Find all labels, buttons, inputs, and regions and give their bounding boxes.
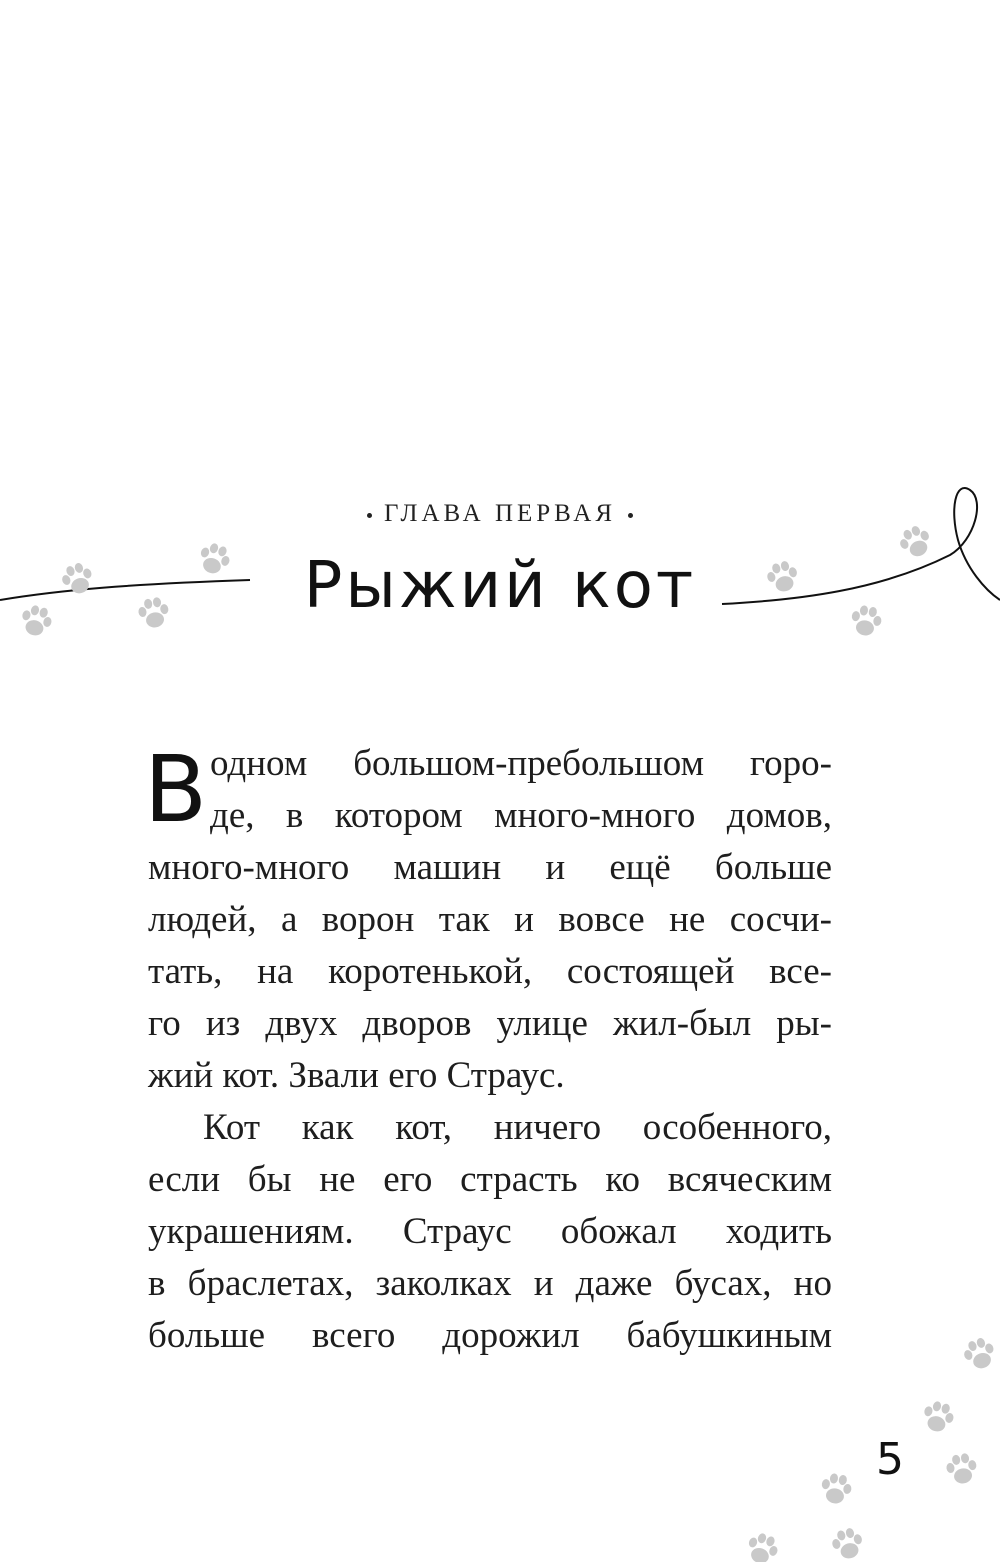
body-text: [144, 736, 832, 1362]
text-line: в браслетах, заколках и даже бусах, но: [148, 1263, 832, 1304]
chapter-label-text: ГЛАВА ПЕРВАЯ: [383, 500, 617, 527]
bullet-dot: [367, 513, 372, 518]
text-line: Кот как кот, ничего особенного,: [203, 1107, 832, 1148]
text-line: тать, на коротенькой, состоящей все-: [148, 951, 832, 992]
paw-print-icon: [920, 1399, 957, 1435]
paw-print-icon: [829, 1526, 866, 1562]
chapter-title: Рыжий кот: [303, 549, 697, 623]
paw-print-icon: [819, 1472, 854, 1506]
text-line: де, в котором много-много домов,: [210, 795, 832, 836]
page-number: 5: [876, 1434, 904, 1485]
text-line: больше всего дорожил бабушкиным: [148, 1315, 832, 1356]
text-line: го из двух дворов улице жил-был ры-: [148, 1003, 832, 1044]
bullet-dot: [628, 513, 633, 518]
text-line: украшениям. Страус обожал ходить: [148, 1211, 832, 1252]
text-line: людей, а ворон так и вовсе не сосчи-: [148, 899, 832, 940]
paragraph-2: [148, 1102, 832, 1362]
chapter-label: [0, 500, 1000, 528]
paw-print-icon: [743, 1530, 781, 1562]
drop-cap: В: [144, 736, 208, 843]
paragraph-1: [148, 738, 832, 1102]
text-line: жий кот. Звали его Страус.: [148, 1055, 565, 1096]
text-line: одном большом-пребольшом горо-: [210, 743, 832, 784]
text-line: много-много машин и ещё больше: [148, 847, 832, 888]
paw-print-icon: [960, 1335, 998, 1373]
text-line: если бы не его страсть ко всяческим: [148, 1159, 832, 1200]
paw-print-icon: [944, 1452, 979, 1486]
